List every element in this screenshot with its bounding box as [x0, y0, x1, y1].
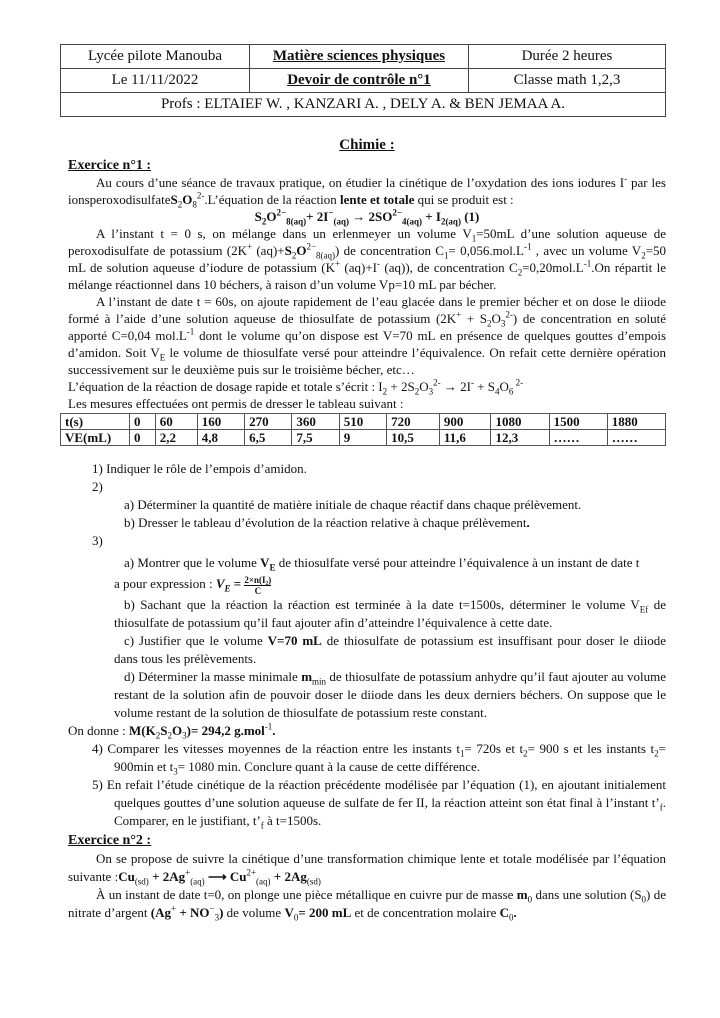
text-run: -	[470, 377, 474, 388]
text-run: E	[159, 352, 166, 363]
text-run: 2	[177, 199, 183, 210]
text-run: 2-	[513, 377, 524, 388]
text-run: 3	[214, 912, 220, 923]
table-row-volume	[61, 430, 666, 446]
text-run: f	[659, 802, 663, 813]
q3a-text-2: de thiosulfate versé pour atteindre l’équivalence à un instant de date t	[275, 555, 640, 570]
exercise-1-intro	[68, 157, 666, 412]
text-run: 2−	[392, 207, 402, 218]
teachers: Profs : ELTAIEF W. , KANZARI A. , DELY A. & BEN JEMAA A.	[61, 93, 666, 117]
text-run: -1	[524, 241, 532, 252]
text-run: + 2Ag	[148, 869, 186, 884]
text-run: .On répartit le mélange réactionnel dans 10 béchers, à raison d’un volume Vp=10 mL par bécher.	[68, 260, 667, 292]
paragraph	[68, 174, 666, 208]
table-cell: 1500	[549, 414, 607, 430]
text-run: O	[419, 379, 429, 394]
paragraph	[68, 395, 666, 412]
text-run: (aq)	[333, 216, 349, 227]
text-run: Ef	[639, 604, 649, 615]
paragraph	[68, 532, 666, 550]
table-cell: 160	[197, 414, 244, 430]
text-run: =50 mL de solution aqueuse d’iodure de potassium (K	[68, 243, 667, 275]
text-run: 3	[182, 730, 187, 741]
text-run: +	[456, 309, 462, 320]
text-run: 2-	[433, 377, 441, 388]
text-run: ) de nitrate d’argent	[68, 887, 666, 920]
text-run: 2	[291, 250, 297, 261]
text-run: O	[171, 723, 183, 738]
text-run: +	[334, 258, 341, 269]
text-run: S	[170, 192, 178, 207]
paragraph	[68, 478, 666, 496]
text-run: (aq)+I	[340, 260, 378, 275]
text-run: 2	[654, 748, 659, 759]
text-run: 1	[443, 250, 449, 261]
table-cell: 510	[339, 414, 386, 430]
text-run: = 0,056.mol.L	[448, 243, 524, 258]
table-cell: 0	[130, 430, 156, 446]
text-run: (aq)	[190, 876, 205, 887]
text-run: 0	[641, 894, 647, 905]
text-run: qui se produit est :	[414, 192, 514, 207]
text-run: Les mesures effectuées ont permis de dresser le tableau suivant :	[68, 396, 404, 411]
text-run: 2(aq)	[440, 216, 461, 227]
text-run: (aq)+	[252, 243, 285, 258]
text-run: d) Déterminer la masse minimale	[124, 669, 302, 684]
measurements-table	[60, 413, 666, 446]
text-run: → 2I	[440, 379, 471, 394]
text-run: 2	[155, 730, 161, 741]
text-run: )= 294,2 g.mol	[186, 723, 265, 738]
text-run: dans une solution (S	[532, 887, 642, 902]
paragraph	[68, 460, 666, 478]
text-run: 3	[500, 318, 506, 329]
row-header: VE(mL)	[61, 430, 130, 446]
text-run: O	[491, 311, 501, 326]
paragraph	[68, 632, 666, 668]
text-run: b) Sachant que la réaction la réaction est terminée à la date t=1500s, déterminer le volume V	[124, 597, 640, 612]
text-run: 2−	[276, 207, 287, 218]
text-run: 4(aq)	[401, 216, 422, 227]
exercise-2-title: Exercice n°2 :	[68, 833, 152, 848]
text-run: O	[266, 209, 277, 224]
text-run: (Ag	[150, 905, 171, 920]
text-run: Indiquer le rôle de l’empois d’amidon.	[106, 461, 307, 476]
text-run: ⟶ Cu	[204, 869, 247, 884]
text-run: -1	[583, 258, 592, 269]
text-run: dont le volume qu’on dispose est V=70 mL en présence de quelques gouttes d’empois d’amidon. Soit V	[68, 328, 666, 360]
text-run: (aq)), de concentration C	[380, 260, 518, 275]
paragraph	[68, 378, 666, 395]
text-run: S	[160, 723, 168, 738]
text-run: 2	[517, 267, 523, 278]
exam-page	[60, 0, 666, 932]
text-run: À un instant de date t=0, on plonge une pièce métallique en cuivre pur de masse	[96, 887, 517, 902]
text-run: (sd)	[306, 876, 321, 887]
duration: Durée 2 heures	[469, 45, 666, 69]
text-run: 2	[487, 318, 492, 329]
table-cell: 1880	[607, 414, 665, 430]
paragraph	[68, 740, 666, 776]
text-run: 8(aq)	[286, 216, 307, 227]
text-run: + S	[461, 311, 488, 326]
text-run: de thiosulfate de potassium qu’il faut ajouter afin d’atteindre l’équivalence à cette date.	[114, 597, 666, 630]
text-run: 5) En refait l’étude cinétique de la réaction précédente modélisée par l’équation (1), en ajoutant initialement quelques gouttes d’une solution aqueuse de sulfate de fer II, la réaction atteint son état final à l’instant t’	[92, 777, 666, 810]
text-run: 4	[495, 386, 500, 397]
exam-date: Le 11/11/2022	[61, 69, 250, 93]
text-run: V	[284, 905, 294, 920]
text-run: S	[254, 209, 262, 224]
table-row-time	[61, 414, 666, 430]
class-name: Classe math 1,2,3	[469, 69, 666, 93]
table-cell: 0	[130, 414, 156, 430]
text-run: 2	[167, 730, 172, 741]
questions-1-3	[68, 460, 666, 550]
paragraph	[68, 850, 666, 886]
exercise-1-questions	[68, 460, 666, 830]
text-run: min	[312, 676, 327, 687]
text-run: de volume	[223, 905, 285, 920]
table-cell: 9	[339, 430, 386, 446]
text-run: 2	[261, 216, 267, 227]
text-run: ) de concentration C	[335, 243, 444, 258]
questions-3b-5	[68, 596, 666, 830]
paragraph	[68, 668, 666, 722]
paragraph	[68, 208, 666, 225]
table-cell: 360	[292, 414, 339, 430]
text-run: = 720s et t	[464, 741, 524, 756]
paragraph	[68, 776, 666, 830]
text-run: ) de concentration en soluté apporté C=0,04 mol.L	[68, 311, 667, 343]
text-run: -1	[186, 326, 195, 337]
text-run: 1	[460, 748, 465, 759]
text-run: lente et totale	[340, 192, 415, 207]
table-cell: 270	[245, 414, 292, 430]
table-cell: 60	[155, 414, 197, 430]
text-run: .L’équation de la réaction	[204, 192, 341, 207]
text-run: le volume de thiosulfate versé pour atteindre l’équivalence. On refait cette dernière opération successivement sur le deuxième puis sur le troisième bécher, etc…	[68, 345, 666, 377]
text-run: = 1080 min. Conclure quant à la cause de cette différence.	[177, 759, 481, 774]
text-run: =50mL d’une solution aqueuse de peroxodisulfate de potassium (2K	[68, 226, 666, 258]
text-run: On se propose de suivre la cinétique d’une transformation chimique lente et totale modélisée par l’équation suivante :	[68, 851, 666, 884]
text-run: 2)	[92, 479, 103, 494]
text-run: 2	[382, 386, 388, 397]
table-cell: 2,2	[155, 430, 197, 446]
section-title	[68, 135, 666, 155]
text-run: de thiosulfate de potassium est insuffisant pour doser le diiode dans tous les prélèvements.	[114, 633, 666, 666]
table-cell: 900	[439, 414, 491, 430]
text-run: m	[301, 669, 313, 684]
q3a-text: a) Montrer que le volume	[124, 555, 261, 570]
text-run: .	[526, 515, 530, 530]
text-run: = 900 s et les instants t	[527, 741, 655, 756]
text-run: + 2S	[387, 379, 415, 394]
row-header: t(s)	[61, 414, 130, 430]
table-cell: 11,6	[439, 430, 491, 446]
text-run: a) Déterminer la quantité de matière initiale de chaque réactif dans chaque prélèvement.	[124, 497, 582, 512]
text-run: −	[328, 207, 334, 218]
text-run: O	[296, 243, 307, 258]
text-run: +	[171, 903, 177, 914]
q3a-expression-label: a pour expression :	[114, 576, 216, 591]
exercise-1-paragraphs	[68, 174, 666, 412]
text-run: = 900min et t	[114, 741, 666, 774]
text-run: + I	[421, 209, 441, 224]
paragraph	[68, 293, 666, 378]
exercise-1-title: Exercice n°1 :	[68, 158, 152, 173]
text-run: 3	[173, 766, 178, 777]
table-cell: 7,5	[292, 430, 339, 446]
section-title-text: Chimie :	[339, 137, 395, 153]
text-run: L’équation de la réaction de dosage rapide et totale s’écrit : I	[68, 379, 383, 394]
text-run: b) Dresser le tableau d’évolution de la réaction relative à chaque prélèvement	[124, 515, 527, 530]
text-run: 4) Comparer les vitesses moyennes de la réaction entre les instants t	[92, 741, 461, 756]
text-run: = 200 mL	[298, 905, 352, 920]
text-run: A l’instant t = 0 s, on mélange dans un erlenmeyer un volume V	[96, 226, 472, 241]
text-run: S	[284, 243, 292, 258]
paragraph	[68, 722, 666, 740]
text-run: + 2Ag	[270, 869, 307, 884]
text-run: O	[182, 192, 193, 207]
text-run: et de concentration molaire	[351, 905, 500, 920]
text-run: -	[624, 173, 628, 184]
fraction-numerator: 2×n(I₂)	[244, 574, 272, 585]
text-run: , avec un volume V	[531, 243, 642, 258]
school-name: Lycée pilote Manouba	[61, 45, 250, 69]
question-3a-formula: a pour expression : $V_E$ = $\frac{\text{2×n(I₂)}}{C}$	[114, 574, 272, 596]
text-run: M(K	[129, 723, 156, 738]
text-run: 8(aq)	[316, 250, 336, 261]
text-run: Cu	[118, 869, 135, 884]
text-run: + NO	[176, 905, 210, 920]
text-run: 2+	[246, 867, 257, 878]
text-run: 3)	[92, 533, 103, 548]
text-run: 2-	[196, 190, 205, 201]
exam-header-table	[60, 44, 666, 117]
text-run: On donne :	[68, 723, 130, 738]
text-run: (aq)	[256, 876, 271, 887]
text-run: + 2I	[306, 209, 329, 224]
paragraph	[68, 514, 666, 532]
text-run: O	[499, 379, 509, 394]
table-cell: 12,3	[491, 430, 549, 446]
table-cell: ……	[607, 430, 665, 446]
text-run: 2	[523, 748, 528, 759]
text-run: m	[516, 887, 528, 902]
text-run: par les ionsperoxodisulfate	[68, 175, 666, 207]
text-run: -	[377, 258, 381, 269]
text-run: .	[513, 905, 517, 920]
text-run: +	[246, 241, 253, 252]
text-run: A l’instant de date t = 60s, on ajoute rapidement de l’eau glacée dans le premier bécher et on dose le diiode formé à l’aide d’une solution aqueuse de thiosulfate de potassium (2K	[68, 294, 666, 326]
text-run: c) Justifier que le volume	[124, 633, 268, 648]
fraction-denominator: C	[254, 585, 262, 596]
text-run: .	[272, 723, 276, 738]
exercise-2-paragraphs	[68, 850, 666, 922]
text-run: 0	[527, 894, 533, 905]
table-cell: ……	[549, 430, 607, 446]
paragraph	[68, 225, 666, 293]
text-run: +	[185, 867, 191, 878]
text-run: → 2SO	[348, 209, 393, 224]
paragraph	[68, 496, 666, 514]
text-run: 6	[508, 386, 514, 397]
text-run: de thiosulfate de potassium anhydre qu’il faut ajouter au volume restant de la solution afin de pouvoir doser le diiode dans les deux derniers béchers. On suppose que le volume restant de la solution de thiosulfate de potassium reste constant.	[114, 669, 666, 720]
text-run: 0	[509, 912, 514, 923]
text-run: 8	[192, 199, 197, 210]
exercise-2	[68, 832, 666, 922]
text-run: −	[209, 903, 215, 914]
text-run: (sd)	[134, 876, 149, 887]
text-run: + S	[473, 379, 495, 394]
text-run: =0,20mol.L	[522, 260, 584, 275]
table-cell: 6,5	[245, 430, 292, 446]
exam-title: Devoir de contrôle n°1	[250, 69, 469, 93]
text-run: 1)	[92, 461, 107, 476]
text-run: 2−	[306, 241, 317, 252]
text-run: 2-	[505, 309, 513, 320]
table-cell: 1080	[491, 414, 549, 430]
paragraph	[68, 886, 666, 922]
paragraph	[68, 596, 666, 632]
subject: Matière sciences physiques	[250, 45, 469, 69]
text-run: )	[219, 905, 224, 920]
text-run: 2	[414, 386, 420, 397]
text-run: -1	[264, 721, 273, 732]
text-run: 2	[641, 250, 646, 261]
text-run: V=70 mL	[267, 633, 322, 648]
text-run: 3	[428, 386, 434, 397]
text-run: 0	[293, 912, 299, 923]
text-run: C	[499, 905, 509, 920]
table-cell: 4,8	[197, 430, 244, 446]
text-run: 1	[471, 233, 477, 244]
text-run: (1)	[460, 209, 480, 224]
text-run: . Comparer, en le justifiant, t’	[114, 795, 666, 828]
question-3a: a) Montrer que le volume $V_E$ de thiosulfate versé pour atteindre l’équivalence à un instant de date t	[124, 555, 640, 573]
fraction	[244, 575, 271, 596]
text-run: Au cours d’une séance de travaux pratique, on étudier la cinétique de l’oxydation des ions iodures I	[96, 175, 625, 190]
table-cell: 10,5	[387, 430, 440, 446]
table-cell: 720	[387, 414, 440, 430]
text-run: à t=1500s.	[263, 813, 322, 828]
text-run: f	[260, 820, 264, 831]
